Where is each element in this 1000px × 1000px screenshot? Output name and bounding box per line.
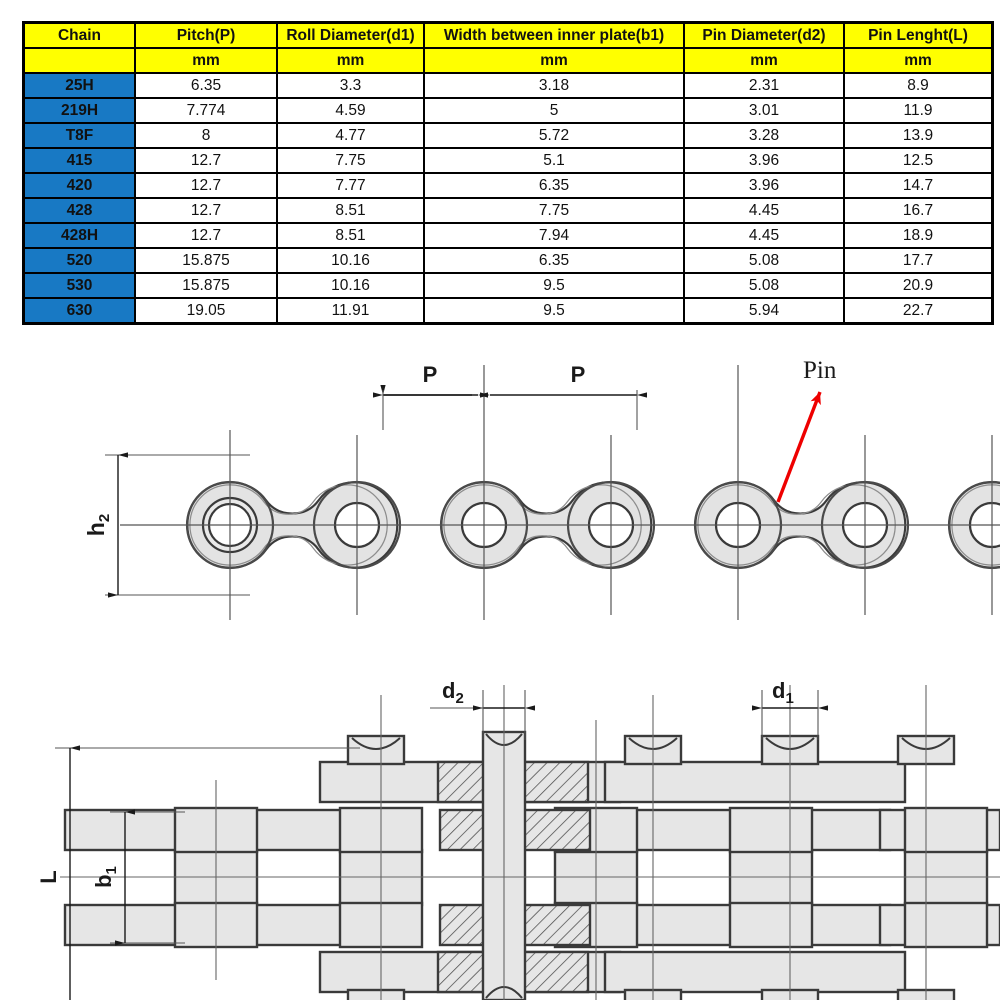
chain-spec-table-container xyxy=(22,21,978,325)
cell-pitch: 7.774 xyxy=(135,98,277,123)
cell-pitch: 15.875 xyxy=(135,248,277,273)
column-header-pitch: Pitch(P) xyxy=(135,23,277,49)
cell-inner-width: 9.5 xyxy=(424,273,684,298)
cell-chain: 219H xyxy=(24,98,136,123)
column-header-roll-diameter: Roll Diameter(d1) xyxy=(277,23,424,49)
dimension-label-pitch-right: P xyxy=(570,362,586,387)
outer-plate xyxy=(605,762,905,802)
cell-pin-diameter: 5.94 xyxy=(684,298,844,324)
cell-pin-length: 12.5 xyxy=(844,148,993,173)
cell-chain: 428H xyxy=(24,223,136,248)
dimension-label-h2: $h_2$ xyxy=(83,513,113,537)
cell-inner-width: 9.5 xyxy=(424,298,684,324)
cell-pin-diameter: 3.96 xyxy=(684,173,844,198)
cell-pitch: 12.7 xyxy=(135,173,277,198)
cell-pin-diameter: 3.96 xyxy=(684,148,844,173)
unit-cell-pin-diameter: mm xyxy=(684,48,844,73)
cell-pin-diameter: 3.01 xyxy=(684,98,844,123)
cell-chain: 520 xyxy=(24,248,136,273)
cell-roll-diameter: 7.77 xyxy=(277,173,424,198)
cell-chain: 428 xyxy=(24,198,136,223)
cell-pitch: 12.7 xyxy=(135,148,277,173)
unit-cell-chain xyxy=(24,48,136,73)
cell-chain: 415 xyxy=(24,148,136,173)
cell-chain: 420 xyxy=(24,173,136,198)
table-row xyxy=(24,198,993,223)
cell-roll-diameter: 10.16 xyxy=(277,248,424,273)
cell-pin-length: 8.9 xyxy=(844,73,993,98)
dimension-label-d1: $d_1$ xyxy=(772,678,794,707)
cell-roll-diameter: 11.91 xyxy=(277,298,424,324)
outer-plate xyxy=(605,952,905,992)
cell-pitch: 6.35 xyxy=(135,73,277,98)
table-row xyxy=(24,123,993,148)
cell-pin-length: 16.7 xyxy=(844,198,993,223)
cell-inner-width: 5.72 xyxy=(424,123,684,148)
table-body xyxy=(24,48,993,324)
roller-upper xyxy=(730,808,812,852)
column-header-pin-diameter: Pin Diameter(d2) xyxy=(684,23,844,49)
pin-callout-label: Pin xyxy=(803,357,837,384)
dimension-pitch-right xyxy=(490,362,637,395)
table-row xyxy=(24,273,993,298)
table-row xyxy=(24,248,993,273)
chain-side-view-svg xyxy=(0,330,1000,630)
chain-spec-table xyxy=(22,21,994,325)
column-header-pin-length: Pin Lenght(L) xyxy=(844,23,993,49)
cell-chain: 630 xyxy=(24,298,136,324)
cell-pin-length: 13.9 xyxy=(844,123,993,148)
roller-lower xyxy=(905,903,987,947)
chain-top-view-svg xyxy=(0,660,1000,1000)
cell-pin-length: 17.7 xyxy=(844,248,993,273)
cell-inner-width: 6.35 xyxy=(424,248,684,273)
cell-roll-diameter: 8.51 xyxy=(277,198,424,223)
table-row xyxy=(24,173,993,198)
cell-inner-width: 7.94 xyxy=(424,223,684,248)
cell-roll-diameter: 7.75 xyxy=(277,148,424,173)
chain-side-view-figure xyxy=(0,330,1000,630)
dimension-d2 xyxy=(430,678,525,740)
cell-pitch: 15.875 xyxy=(135,273,277,298)
cell-roll-diameter: 8.51 xyxy=(277,223,424,248)
cell-roll-diameter: 10.16 xyxy=(277,273,424,298)
cell-pin-length: 20.9 xyxy=(844,273,993,298)
cell-roll-diameter: 3.3 xyxy=(277,73,424,98)
dimension-label-pitch-left: P xyxy=(422,362,438,387)
roller-upper xyxy=(905,808,987,852)
cell-pin-length: 14.7 xyxy=(844,173,993,198)
cell-inner-width: 5 xyxy=(424,98,684,123)
cell-inner-width: 6.35 xyxy=(424,173,684,198)
column-header-chain: Chain xyxy=(24,23,136,49)
table-row xyxy=(24,98,993,123)
unit-cell-roll-diameter: mm xyxy=(277,48,424,73)
pitch-extension-lines xyxy=(383,390,637,430)
dimension-pitch-left xyxy=(383,362,478,395)
dimension-label-d2: $d_2$ xyxy=(442,678,464,707)
cell-pin-length: 18.9 xyxy=(844,223,993,248)
roller-lower xyxy=(730,903,812,947)
cell-pitch: 8 xyxy=(135,123,277,148)
dimension-label-L: L xyxy=(36,870,61,884)
column-header-inner-width: Width between inner plate(b1) xyxy=(424,23,684,49)
cell-pin-diameter: 4.45 xyxy=(684,198,844,223)
table-row xyxy=(24,223,993,248)
chain-section-geometry xyxy=(65,732,1000,1000)
table-header xyxy=(24,23,993,49)
cell-pin-diameter: 5.08 xyxy=(684,273,844,298)
cell-inner-width: 5.1 xyxy=(424,148,684,173)
chain-top-view-figure xyxy=(0,660,1000,1000)
cell-chain: 530 xyxy=(24,273,136,298)
cell-pitch: 12.7 xyxy=(135,198,277,223)
table-row xyxy=(24,298,993,324)
cell-pin-diameter: 4.45 xyxy=(684,223,844,248)
cell-inner-width: 7.75 xyxy=(424,198,684,223)
cell-pin-diameter: 2.31 xyxy=(684,73,844,98)
table-row xyxy=(24,73,993,98)
cell-pitch: 19.05 xyxy=(135,298,277,324)
unit-cell-pin-length: mm xyxy=(844,48,993,73)
cell-pin-diameter: 5.08 xyxy=(684,248,844,273)
cell-pitch: 12.7 xyxy=(135,223,277,248)
table-row xyxy=(24,148,993,173)
cell-pin-diameter: 3.28 xyxy=(684,123,844,148)
cell-roll-diameter: 4.59 xyxy=(277,98,424,123)
unit-cell-inner-width: mm xyxy=(424,48,684,73)
pin-callout xyxy=(778,357,837,502)
table-header-row xyxy=(24,23,993,49)
cell-chain: 25H xyxy=(24,73,136,98)
dimension-label-b1: $b_1$ xyxy=(91,866,120,888)
cell-roll-diameter: 4.77 xyxy=(277,123,424,148)
cell-chain: T8F xyxy=(24,123,136,148)
cell-inner-width: 3.18 xyxy=(424,73,684,98)
cell-pin-length: 22.7 xyxy=(844,298,993,324)
unit-cell-pitch: mm xyxy=(135,48,277,73)
table-units-row xyxy=(24,48,993,73)
cell-pin-length: 11.9 xyxy=(844,98,993,123)
